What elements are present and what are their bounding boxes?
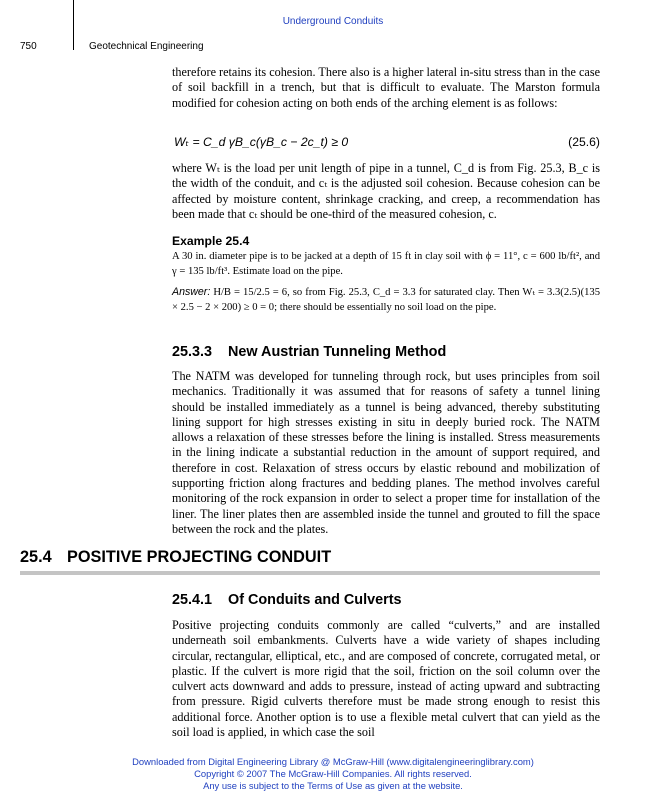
equation-formula: Wₜ = C_d γB_c(γB_c − 2c_t) ≥ 0 (174, 135, 349, 149)
example-heading: Example 25.4 (172, 234, 250, 248)
footer-terms-line[interactable]: Any use is subject to the Terms of Use as given at the website. (203, 780, 463, 791)
section-heading-natm (172, 344, 446, 360)
section-title: POSITIVE PROJECTING CONDUIT (67, 548, 332, 566)
header-divider (73, 0, 74, 50)
answer-text: H/B = 15/2.5 = 6, so from Fig. 25.3, C_d = 3.3 for saturated clay. Then Wₜ = 3.3(2.5)(135 × 2.5 − 2 × 200) ≥ 0 = 0; there should be essentially no soil load on the pipe. (172, 287, 601, 313)
section-heading-culverts (172, 592, 402, 608)
header-chapter-link[interactable]: Underground Conduits (282, 16, 384, 27)
answer-label: Answer: (172, 286, 211, 298)
example-answer (172, 285, 600, 315)
running-title: Geotechnical Engineering (89, 41, 204, 52)
section-number: 25.3.3 (172, 344, 213, 360)
section-title: New Austrian Tunneling Method (228, 344, 447, 360)
section-heading-positive-projecting (20, 548, 331, 567)
section-rule (20, 571, 600, 575)
section-number: 25.4.1 (172, 592, 213, 608)
natm-paragraph: The NATM was developed for tunneling through rock, but uses principles from soil mechanics. Traditionally it was assumed that for reasons of safety a tunnel lining should be installed immediately as a tunnel is being advanced, thereby substituting lining support for high stresses existing in situ in deeply buried rock. The NATM allows a relaxation of these stresses before the lining is installed. Stress measurements in the lining indicate a substantial reduction in the amount of support required, and therefore in cost. Relaxation of stress occurs by elastic rebound and mobilization of supporting friction along fractures and bedding planes. The method involves careful monitoring of the rock expansion in order to select a proper time for installation of the liner. The liner plates then are assembled inside the tunnel and grouted to fill the space between the rock and the plates. (172, 369, 600, 536)
footer-download-line[interactable]: Downloaded from Digital Engineering Library @ McGraw-Hill (www.digitalengineeringlibrary.com) (132, 756, 534, 767)
where-paragraph: where Wₜ is the load per unit length of pipe in a tunnel, C_d is from Fig. 25.3, B_c is the width of the conduit, and cₜ is the adjusted soil cohesion. Because cohesion can be affected by moisture content, shrinkage cracking, and creep, a recommendation has been made that cₜ should be one-third of the measured cohesion, c. (172, 161, 600, 221)
example-problem: A 30 in. diameter pipe is to be jacked at a depth of 15 ft in clay soil with ϕ = 11°, c = 600 lb/ft², and γ = 135 lb/ft³. Estimate load on the pipe. (172, 251, 600, 277)
equation-25-6 (172, 135, 600, 151)
equation-number: (25.6) (568, 135, 600, 149)
footer-copyright-line: Copyright © 2007 The McGraw-Hill Companies. All rights reserved. (194, 768, 472, 779)
culverts-paragraph: Positive projecting conduits commonly are called “culverts,” and are installed underneath soil embankments. Culverts have a wide variety of shapes including circular, rectangular, elliptical, etc., and are composed of concrete, corrugated metal, or plastic. If the culvert is more rigid that the soil, friction on the soil column over the culvert acts downward and adds to pressure, instead of acting upward and subtracting from pressure. Rigid culverts therefore must be made strong enough to resist this additional force. Another option is to use a flexible metal culvert that can yield as the soil load is applied, in which case the soil (172, 618, 600, 740)
page-number: 750 (20, 41, 37, 52)
section-number: 25.4 (20, 548, 52, 566)
section-title: Of Conduits and Culverts (228, 592, 402, 608)
intro-paragraph: therefore retains its cohesion. There also is a higher lateral in-situ stress than in the case of soil backfill in a trench, but that is difficult to evaluate. The Marston formula modified for cohesion acting on both ends of the arching element is as follows: (172, 65, 600, 110)
